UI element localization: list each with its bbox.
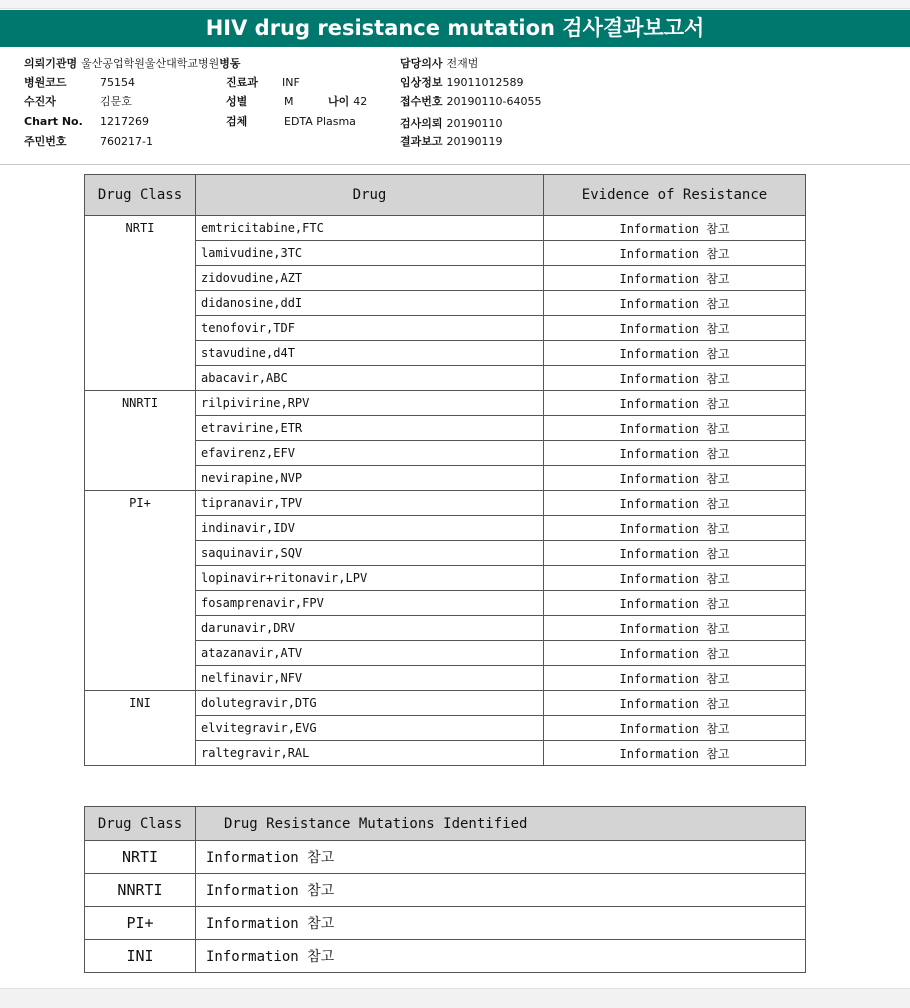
department-row [226,74,300,90]
drug-class-cell: NNRTI [85,391,196,491]
table-row [85,216,806,241]
doctor-label: 담당의사 [400,57,443,70]
evidence-cell: Information 참고 [544,516,806,541]
evidence-cell: Information 참고 [544,241,806,266]
drug-cell: stavudine,d4T [196,341,544,366]
drug-cell: tipranavir,TPV [196,491,544,516]
id-label: 주민번호 [24,135,67,148]
examinee-value: 김문호 [100,95,132,108]
drug-cell: rilpivirine,RPV [196,391,544,416]
mutation-value-cell: Information 참고 [196,907,806,940]
resistance-header-row [85,175,806,216]
top-strip [0,0,910,9]
header-divider [0,164,910,165]
id-value: 760217-1 [100,135,153,148]
ward-label: 병동 [219,57,241,70]
drug-cell: tenofovir,TDF [196,316,544,341]
header-evidence: Evidence of Resistance [544,175,806,216]
mutation-header-row [85,807,806,841]
table-row [85,907,806,940]
evidence-cell: Information 참고 [544,691,806,716]
sex-value: M [284,95,294,108]
examinee-row [24,93,132,109]
clinical-value: 19011012589 [446,76,524,89]
id-row [24,133,153,149]
examinee-label: 수진자 [24,95,56,108]
mutation-class-cell: PI+ [85,907,196,940]
drug-class-cell: NRTI [85,216,196,391]
resistance-table [84,174,806,766]
table-row [85,491,806,516]
table-row [85,874,806,907]
institution-value: 울산공업학원울산대학교병원 [81,57,220,70]
accession-row [400,93,541,109]
header-mutations: Drug Resistance Mutations Identified [196,807,806,841]
mutation-class-cell: NNRTI [85,874,196,907]
age-value: 42 [353,95,368,108]
evidence-cell: Information 참고 [544,391,806,416]
drug-class-cell: PI+ [85,491,196,691]
evidence-cell: Information 참고 [544,216,806,241]
header-drug: Drug [196,175,544,216]
drug-cell: atazanavir,ATV [196,641,544,666]
evidence-cell: Information 참고 [544,316,806,341]
evidence-cell: Information 참고 [544,366,806,391]
sex-age-row [226,93,367,109]
evidence-cell: Information 참고 [544,741,806,766]
hospital-code-value: 75154 [100,76,135,89]
evidence-cell: Information 참고 [544,466,806,491]
drug-cell: saquinavir,SQV [196,541,544,566]
clinical-row [400,74,524,90]
accession-value: 20190110-64055 [446,95,542,108]
drug-cell: zidovudine,AZT [196,266,544,291]
drug-cell: dolutegravir,DTG [196,691,544,716]
hospital-code-label: 병원코드 [24,76,67,89]
reported-label: 결과보고 [400,135,443,148]
reported-value: 20190119 [446,135,503,148]
evidence-cell: Information 참고 [544,541,806,566]
mutation-class-cell: INI [85,940,196,973]
sex-label: 성별 [226,95,248,108]
bottom-strip [0,988,910,1008]
table-row [85,391,806,416]
drug-cell: indinavir,IDV [196,516,544,541]
header-drug-class: Drug Class [85,175,196,216]
hospital-code-row [24,74,135,90]
evidence-cell: Information 참고 [544,666,806,691]
drug-cell: abacavir,ABC [196,366,544,391]
chart-value: 1217269 [100,115,149,128]
report-title: HIV drug resistance mutation 검사결과보고서 [0,10,910,47]
header-mutation-class: Drug Class [85,807,196,841]
drug-cell: nelfinavir,NFV [196,666,544,691]
evidence-cell: Information 참고 [544,416,806,441]
requested-value: 20190110 [446,117,503,130]
evidence-cell: Information 참고 [544,441,806,466]
requested-label: 검사의뢰 [400,117,443,130]
doctor-row [400,55,478,71]
evidence-cell: Information 참고 [544,641,806,666]
table-row [85,841,806,874]
specimen-value: EDTA Plasma [284,115,356,128]
institution-label: 의뢰기관명 [24,57,78,70]
chart-label: Chart No. [24,115,83,128]
evidence-cell: Information 참고 [544,341,806,366]
evidence-cell: Information 참고 [544,616,806,641]
reported-row [400,133,503,149]
requested-row [400,115,503,131]
drug-cell: elvitegravir,EVG [196,716,544,741]
drug-cell: efavirenz,EFV [196,441,544,466]
table-row [85,940,806,973]
age-label: 나이 [328,95,350,108]
table-row [85,691,806,716]
accession-label: 접수번호 [400,95,443,108]
department-value: INF [282,76,300,89]
drug-cell: didanosine,ddI [196,291,544,316]
drug-cell: raltegravir,RAL [196,741,544,766]
drug-cell: etravirine,ETR [196,416,544,441]
clinical-label: 임상정보 [400,76,443,89]
evidence-cell: Information 참고 [544,266,806,291]
drug-cell: fosamprenavir,FPV [196,591,544,616]
mutation-table [84,806,806,973]
drug-cell: emtricitabine,FTC [196,216,544,241]
evidence-cell: Information 참고 [544,491,806,516]
drug-cell: nevirapine,NVP [196,466,544,491]
chart-row [24,115,149,128]
mutation-value-cell: Information 참고 [196,841,806,874]
mutation-value-cell: Information 참고 [196,940,806,973]
doctor-value: 전재범 [446,57,479,70]
mutation-value-cell: Information 참고 [196,874,806,907]
specimen-row [226,113,356,129]
specimen-label: 검체 [226,115,248,128]
drug-cell: darunavir,DRV [196,616,544,641]
evidence-cell: Information 참고 [544,566,806,591]
department-label: 진료과 [226,76,258,89]
mutation-class-cell: NRTI [85,841,196,874]
evidence-cell: Information 참고 [544,716,806,741]
evidence-cell: Information 참고 [544,291,806,316]
drug-cell: lamivudine,3TC [196,241,544,266]
evidence-cell: Information 참고 [544,591,806,616]
drug-class-cell: INI [85,691,196,766]
institution-row [24,55,241,71]
drug-cell: lopinavir+ritonavir,LPV [196,566,544,591]
